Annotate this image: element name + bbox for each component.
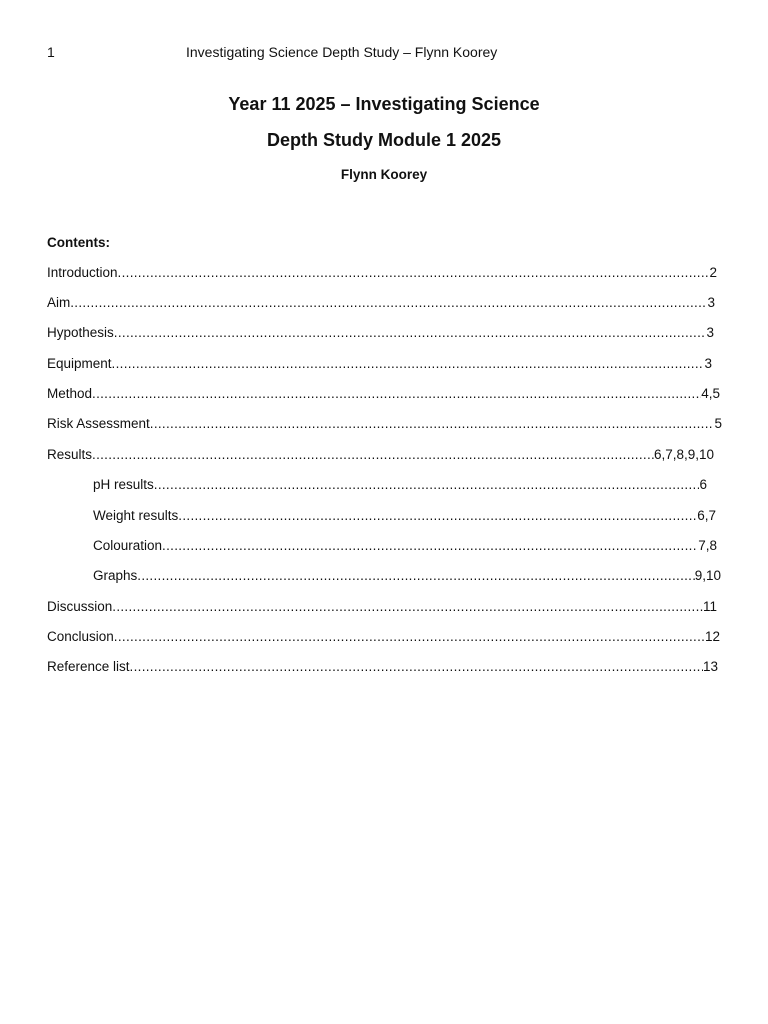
toc-label: Results — [47, 447, 93, 462]
toc-subentry[interactable] — [93, 477, 707, 495]
toc-entry[interactable] — [47, 447, 714, 465]
toc-leader — [114, 629, 705, 644]
toc-entry[interactable] — [47, 659, 718, 677]
toc-entry[interactable] — [47, 386, 720, 404]
toc-label: Risk Assessment — [47, 416, 150, 431]
toc-subentry[interactable] — [93, 568, 721, 586]
toc-leader — [178, 508, 697, 523]
toc-label: Weight results — [93, 508, 179, 523]
toc-leader — [92, 447, 654, 462]
toc-page: 6,7 — [697, 508, 716, 523]
toc-page: 3 — [704, 356, 712, 371]
toc-leader — [150, 416, 715, 431]
toc-leader — [112, 599, 703, 614]
toc-leader — [137, 568, 694, 583]
toc-page: 9,10 — [694, 568, 721, 583]
toc-leader — [154, 477, 700, 492]
document-subtitle: Depth Study Module 1 2025 — [266, 130, 502, 150]
toc-entry[interactable] — [47, 416, 722, 434]
toc-leader — [70, 295, 707, 310]
page-header — [47, 44, 727, 62]
toc-page: 5 — [714, 416, 722, 431]
toc-leader — [130, 659, 703, 674]
toc-label: Method — [47, 386, 93, 401]
toc-entry[interactable] — [47, 629, 720, 647]
toc-label: Introduction — [47, 265, 118, 280]
toc-subentry[interactable] — [93, 538, 717, 556]
toc-label: Discussion — [47, 599, 113, 614]
toc-page: 3 — [707, 295, 715, 310]
toc-leader — [112, 356, 705, 371]
toc-entry[interactable] — [47, 295, 715, 313]
toc-page: 3 — [706, 325, 714, 340]
toc-label: Equipment — [47, 356, 112, 371]
toc-leader — [162, 538, 698, 553]
toc-page: 6,7,8,9,10 — [653, 447, 714, 462]
toc-page: 11 — [702, 599, 717, 614]
toc-label: Reference list — [47, 659, 130, 674]
toc-page: 12 — [704, 629, 720, 644]
running-title: Investigating Science Depth Study – Flynn Koorey — [186, 44, 498, 60]
toc-page: 4,5 — [701, 386, 720, 401]
toc-entry[interactable] — [47, 599, 717, 617]
toc-label: Aim — [47, 295, 71, 310]
author-name: Flynn Koorey — [340, 167, 428, 182]
document-title: Year 11 2025 – Investigating Science — [228, 94, 540, 114]
toc-entry[interactable] — [47, 356, 712, 374]
toc-page: 13 — [702, 659, 718, 674]
toc-label: Graphs — [93, 568, 138, 583]
toc-entry[interactable] — [47, 325, 714, 343]
toc-entry[interactable] — [47, 265, 717, 283]
toc-leader — [114, 325, 707, 340]
toc-page: 7,8 — [698, 538, 717, 553]
toc-label: pH results — [93, 477, 154, 492]
contents-heading: Contents: — [47, 235, 110, 250]
toc-subentry[interactable] — [93, 508, 716, 526]
toc-label: Colouration — [93, 538, 163, 553]
toc-page: 6 — [699, 477, 707, 492]
toc-label: Hypothesis — [47, 325, 114, 340]
toc-leader — [118, 265, 710, 280]
page-number: 1 — [47, 44, 55, 60]
toc-label: Conclusion — [47, 629, 114, 644]
toc-page: 2 — [709, 265, 717, 280]
toc-leader — [92, 386, 701, 401]
